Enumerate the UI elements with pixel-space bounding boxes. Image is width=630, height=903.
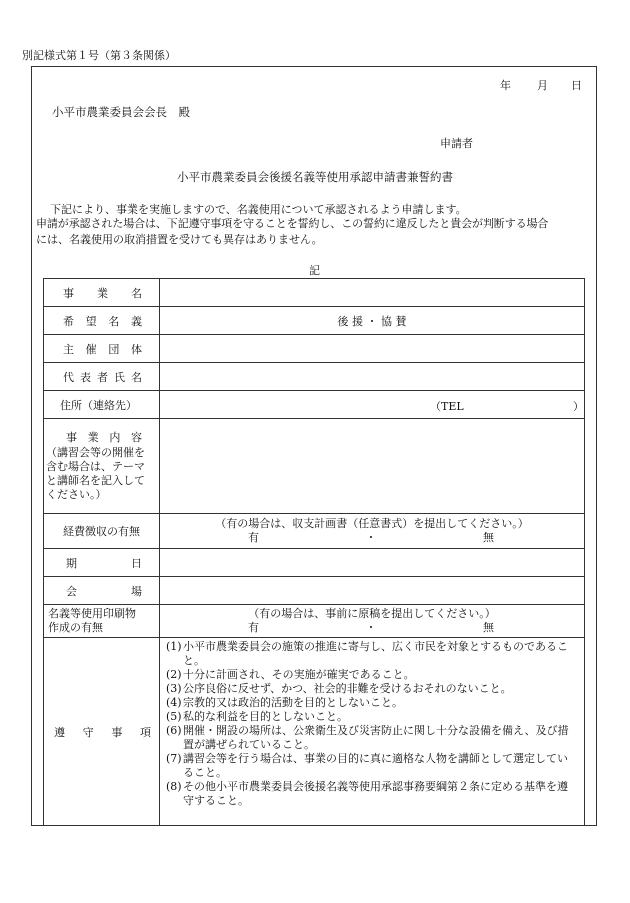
period-field[interactable]: [160, 549, 585, 577]
rule-item: [160, 696, 584, 710]
label-fee: [44, 514, 160, 549]
content-note-line: ください。）: [46, 488, 107, 501]
rule-text: 宗教的又は政治的活動を目的としないこと。: [183, 696, 403, 709]
organizer-field[interactable]: [160, 335, 585, 363]
rules-list: [160, 638, 585, 826]
printed-label-line-1: 名義等使用印刷物: [48, 607, 136, 620]
recipient-line: 小平市農業委員会会長 殿: [52, 105, 190, 119]
fee-field[interactable]: [160, 514, 585, 549]
content-note-line: （講習会等の開催を: [46, 446, 145, 459]
application-table: [43, 278, 585, 826]
ki-heading: 記: [309, 264, 320, 277]
intro-paragraph-1: 下記により、事業を実施しますので、名義使用について承認されるよう申請します。: [50, 203, 467, 216]
rule-number: (8): [166, 780, 182, 793]
printed-option-no[interactable]: 無: [483, 621, 494, 634]
rule-item: [160, 780, 584, 808]
label-printed: [44, 605, 160, 638]
label-char: 事: [66, 431, 77, 444]
row-period: [44, 549, 585, 577]
label-char: 希: [63, 314, 74, 328]
rule-number: (1): [166, 640, 182, 653]
rule-item: [160, 640, 584, 668]
label-char: 守: [82, 725, 94, 739]
representative-field[interactable]: [160, 363, 585, 391]
label-content: [44, 419, 160, 514]
rule-item: [160, 682, 584, 696]
intro-paragraph-2-line-1: 申請が承認された場合は、下記遵守事項を守ることを誓約し、この誓約に違反したと貴会が判断する場合: [36, 217, 549, 230]
label-rules: [44, 638, 160, 826]
label-char: 氏: [114, 370, 125, 384]
printed-option-yes[interactable]: 有: [248, 621, 259, 634]
date-day-label: 日: [571, 79, 582, 92]
row-event-name: [44, 279, 585, 307]
label-char: 事: [111, 725, 123, 739]
label-char: 場: [131, 584, 142, 598]
label-char: 日: [131, 556, 142, 570]
printed-label-line-2: 作成の有無: [48, 621, 103, 634]
row-desired-name: [44, 307, 585, 335]
label-char: 容: [130, 431, 142, 444]
printed-note: （有の場合は、事前に原稿を提出してください。）: [248, 607, 496, 620]
label-char: 団: [108, 342, 120, 356]
rule-item: [160, 710, 584, 724]
fee-option-yes[interactable]: 有: [248, 531, 259, 544]
date-month-label: 月: [537, 79, 548, 92]
tel-open: （TEL: [430, 399, 464, 413]
fee-label: 経費徴収の有無: [63, 525, 140, 538]
rule-text: 小平市農業委員会の施策の推進に寄与し、広く市民を対象とするものであること。: [183, 640, 568, 667]
label-char: 名: [131, 286, 142, 300]
label-char: 望: [85, 314, 97, 328]
rule-item: [160, 668, 584, 682]
label-char: 項: [139, 725, 151, 739]
label-period: [44, 549, 160, 577]
rule-number: (3): [166, 682, 182, 695]
label-desired-name: [44, 307, 160, 335]
venue-field[interactable]: [160, 577, 585, 605]
label-event-name: [44, 279, 160, 307]
row-content: [44, 419, 585, 514]
address-label: 住所（連絡先）: [60, 398, 137, 412]
rule-text: その他小平市農業委員会後援名義等使用承認事務要綱第２条に定める基準を遵守すること。: [183, 780, 568, 807]
rule-text: 私的な利益を目的としないこと。: [183, 710, 348, 723]
rule-text: 十分に計画され、その実施が確実であること。: [183, 668, 415, 681]
intro-paragraph-2-line-2: には、名義使用の取消措置を受けても異存はありません。: [36, 233, 323, 246]
label-venue: [44, 577, 160, 605]
label-char: 名: [131, 370, 142, 384]
date-year-label: 年: [500, 79, 511, 92]
row-fee: [44, 514, 585, 549]
label-char: 体: [130, 342, 142, 356]
row-venue: [44, 577, 585, 605]
label-char: 業: [87, 431, 99, 444]
rule-text: 講習会等を行う場合は、事業の目的に真に適格な人物を講師として選定していること。: [183, 752, 568, 779]
rule-text: 公序良俗に反せず、かつ、社会的非難を受けるおそれのないこと。: [183, 682, 512, 695]
address-field[interactable]: [160, 391, 585, 419]
event-name-field[interactable]: [160, 279, 585, 307]
rule-item: [160, 724, 584, 752]
fee-note: （有の場合は、収支計画書（任意書式）を提出してください。）: [215, 517, 529, 530]
label-char: 代: [63, 370, 74, 384]
tel-close: ）: [573, 399, 584, 413]
label-char: 者: [97, 370, 108, 384]
label-char: 表: [80, 370, 91, 384]
printed-field[interactable]: [160, 605, 585, 638]
label-organizer: [44, 335, 160, 363]
label-char: 業: [97, 286, 108, 300]
label-char: 主: [63, 342, 74, 356]
rule-number: (2): [166, 668, 182, 681]
row-representative: [44, 363, 585, 391]
label-char: 義: [130, 314, 142, 328]
printed-option-separator: ・: [365, 621, 377, 634]
row-address: [44, 391, 585, 419]
fee-option-separator: ・: [365, 531, 377, 544]
applicant-label: 申請者: [440, 137, 473, 150]
rule-number: (4): [166, 696, 182, 709]
content-note-line: と講師名を記入して: [46, 474, 145, 487]
desired-name-options: 後 援 ・ 協 賛: [337, 314, 407, 328]
label-char: 事: [63, 286, 74, 300]
row-printed: [44, 605, 585, 638]
label-address: [44, 391, 160, 419]
label-char: 遵: [54, 725, 65, 739]
label-char: 内: [109, 431, 121, 444]
rule-number: (5): [166, 710, 182, 723]
document-title: 小平市農業委員会後援名義等使用承認申請書兼誓約書: [177, 170, 453, 184]
label-char: 名: [108, 314, 120, 328]
label-char: 会: [66, 584, 77, 598]
rule-number: (7): [166, 752, 182, 765]
form-number-label: 別記様式第１号（第３条関係）: [22, 49, 176, 62]
rule-text: 開催・開設の場所は、公衆衛生及び災害防止に関し十分な設備を備え、及び措置が講ぜられていること。: [183, 724, 569, 751]
label-representative: [44, 363, 160, 391]
label-char: 催: [85, 342, 97, 356]
rule-item: [160, 752, 584, 780]
desired-name-field[interactable]: [160, 307, 585, 335]
fee-option-no[interactable]: 無: [483, 531, 494, 544]
content-field[interactable]: [160, 419, 585, 514]
row-organizer: [44, 335, 585, 363]
label-char: 期: [66, 556, 77, 570]
row-rules: [44, 638, 585, 826]
rule-number: (6): [166, 724, 182, 737]
content-note-line: 含む場合は、テーマ: [46, 460, 145, 473]
